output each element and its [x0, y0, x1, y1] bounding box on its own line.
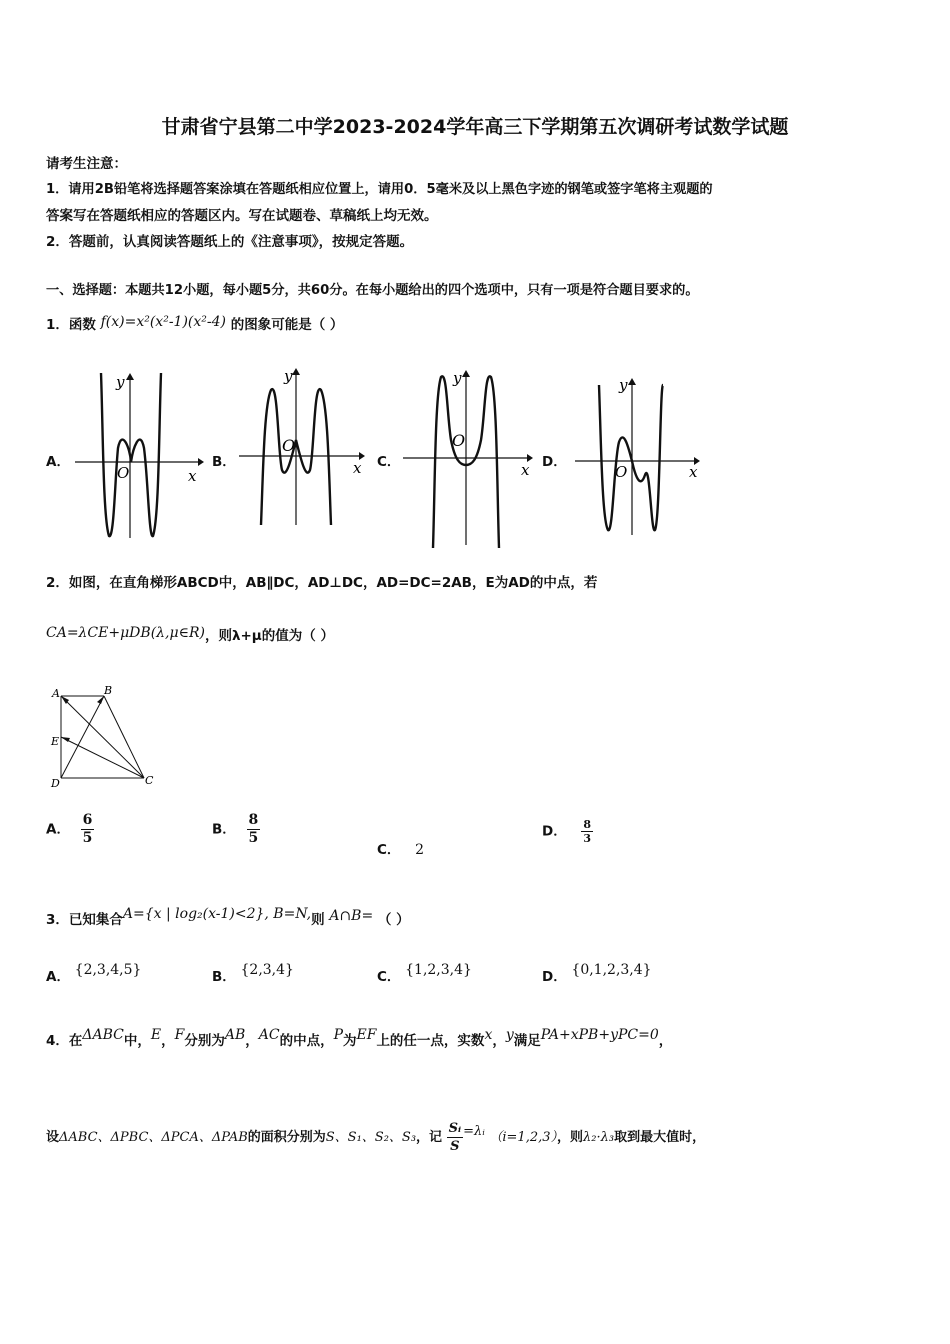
q2-option-b	[212, 812, 260, 847]
q1-prefix: 1．函数	[46, 317, 96, 333]
q2-stem-line-2	[46, 624, 334, 644]
x-axis-label: x	[353, 459, 362, 477]
q2-option-d	[542, 818, 593, 845]
q4-text: 满足	[513, 1033, 541, 1049]
q4-text: ，	[492, 1033, 506, 1049]
numerator: 8	[583, 818, 592, 831]
q4-text: 4．在	[46, 1033, 83, 1049]
vertex-a-label: A	[52, 687, 60, 700]
q4-text: 上的任一点，实数	[376, 1033, 485, 1049]
y-axis-label: y	[284, 367, 293, 385]
q3-option-a	[46, 962, 141, 985]
vertex-c-label: C	[145, 774, 154, 787]
q1-stem	[46, 313, 343, 333]
q3-suffix: （ ）	[377, 912, 410, 928]
notice-line-1: 1．请用2B铅笔将选择题答案涂填在答题纸相应位置上，请用0．5毫米及以上黑色字迹的钢笔或签字笔将主观题的	[46, 182, 713, 197]
q2-stem-line-1: 2．如图，在直角梯形ABCD中，AB∥DC，AD⊥DC，AD=DC=2AB，E为AD的中点，若	[46, 575, 598, 591]
q3-option-a-value: {2,3,4,5}	[74, 962, 142, 978]
q4-math: y	[505, 1027, 514, 1043]
denominator: S	[450, 1139, 460, 1154]
q4-text: 为	[343, 1033, 357, 1049]
q4-math: EF	[356, 1027, 377, 1043]
origin-label: O	[117, 464, 130, 482]
q3-stem	[46, 906, 410, 928]
q1-graph-a	[70, 368, 205, 543]
page-title: 甘肃省宁县第二中学2023-2024学年高三下学期第五次调研考试数学试题	[161, 116, 789, 138]
q2-option-d-label: D．	[542, 823, 567, 840]
denominator: 5	[82, 830, 93, 846]
denominator: 5	[248, 830, 259, 846]
q4-text: 取到最大值时，	[614, 1130, 706, 1145]
q4-text: 的中点，	[279, 1033, 334, 1049]
q3-option-a-label: A．	[46, 969, 70, 985]
q1-graph-d	[572, 370, 707, 540]
x-axis-label: x	[521, 461, 530, 479]
q2-option-d-fraction	[581, 818, 593, 845]
q4-text: ，	[245, 1033, 259, 1049]
q2-suffix: ，则λ+μ的值为（ ）	[204, 628, 334, 644]
q2-option-c-label: C．	[377, 842, 401, 858]
notice-line-3: 2．答题前，认真阅读答题纸上的《注意事项》，按规定答题。	[46, 234, 414, 250]
q1-option-c-label: C．	[377, 454, 401, 470]
q4-text: 中，	[123, 1033, 151, 1049]
q2-option-a-label: A．	[46, 821, 70, 838]
q4-stem-line-1	[46, 1027, 672, 1049]
numerator: Sᵢ	[448, 1121, 462, 1136]
q4-math: x	[484, 1027, 493, 1043]
q3-option-c	[377, 962, 472, 985]
y-axis-label: y	[453, 369, 462, 387]
x-axis-label: x	[689, 463, 698, 481]
q1-suffix: 的图象可能是（ ）	[230, 317, 344, 333]
q4-math: （i=1,2,3）	[489, 1130, 558, 1145]
q1-option-a-label: A．	[46, 454, 70, 470]
q4-math: λ₂·λ₃	[583, 1130, 615, 1145]
q3-option-d-value: {0,1,2,3,4}	[571, 962, 652, 978]
q2-option-b-label: B．	[212, 821, 236, 838]
q2-option-a	[46, 812, 94, 847]
q4-math: =λᵢ	[463, 1124, 485, 1139]
q4-math: P	[333, 1027, 343, 1043]
denominator: 3	[583, 832, 592, 845]
q2-option-a-fraction	[81, 812, 95, 847]
q3-option-d-label: D．	[542, 969, 567, 985]
origin-label: O	[452, 431, 466, 450]
q1-formula: f(x)=x²(x²-1)(x²-4)	[100, 314, 226, 330]
q4-text: 设	[46, 1130, 60, 1145]
q4-math: ΔABC、ΔPBC、ΔPCA、ΔPAB	[59, 1130, 248, 1145]
q1-graph-b	[236, 365, 371, 540]
q4-text: ，	[658, 1033, 673, 1049]
origin-label: O	[615, 463, 628, 481]
q4-math: PA+xPB+yPC=0	[540, 1027, 659, 1043]
q4-text: 分别为	[184, 1033, 225, 1049]
x-axis-label: x	[188, 467, 197, 485]
section-heading: 一、选择题：本题共12小题，每小题5分，共60分。在每小题给出的四个选项中，只有一项是符合题目要求的。	[46, 283, 699, 298]
q1-option-b-label: B．	[212, 454, 236, 470]
vertex-e-label: E	[51, 735, 60, 748]
q3-formula: A={x | log₂(x-1)<2}, B=N,	[122, 906, 312, 922]
q4-text: 的面积分别为	[247, 1130, 326, 1145]
notice-line-2: 答案写在答题纸相应的答题区内。写在试题卷、草稿纸上均无效。	[46, 208, 438, 224]
numerator: 8	[248, 812, 259, 828]
q4-stem-line-2	[46, 1120, 705, 1155]
q4-math: AC	[258, 1027, 280, 1043]
q3-mid: 则	[311, 912, 325, 928]
q4-math: AB	[224, 1027, 246, 1043]
q3-prefix: 3．已知集合	[46, 912, 123, 928]
y-axis-label: y	[619, 376, 628, 394]
q1-option-d-label: D．	[542, 454, 567, 470]
vertex-d-label: D	[51, 777, 60, 790]
q2-option-b-fraction	[247, 812, 261, 847]
q3-option-b-value: {2,3,4}	[240, 962, 294, 978]
q4-text: ，记	[416, 1130, 443, 1145]
q4-math: E	[150, 1027, 162, 1043]
numerator: 6	[82, 812, 93, 828]
q4-ratio-fraction	[447, 1120, 464, 1155]
q2-formula: CA=λCE+μDB(λ,μ∈R)	[46, 625, 205, 641]
q1-graph-c	[400, 365, 540, 550]
q4-text: ，	[161, 1033, 175, 1049]
q2-option-c	[377, 838, 424, 858]
y-axis-label: y	[116, 373, 125, 391]
q3-option-b-label: B．	[212, 969, 236, 985]
q2-trapezoid-figure	[44, 683, 164, 793]
q4-math: S、S₁、S₂、S₃	[325, 1130, 417, 1145]
q4-math: ΔABC	[82, 1027, 124, 1043]
q3-option-d	[542, 962, 652, 985]
q3-option-b	[212, 962, 294, 985]
q4-math: F	[174, 1027, 185, 1043]
q4-text: ，则	[557, 1130, 584, 1145]
vertex-b-label: B	[104, 684, 113, 697]
q2-option-c-value: 2	[415, 842, 425, 858]
q3-option-c-label: C．	[377, 969, 401, 985]
origin-label: O	[282, 436, 296, 455]
q3-option-c-value: {1,2,3,4}	[405, 962, 472, 978]
q3-formula-2: A∩B=	[329, 908, 374, 924]
notice-heading: 请考生注意：	[46, 156, 127, 172]
